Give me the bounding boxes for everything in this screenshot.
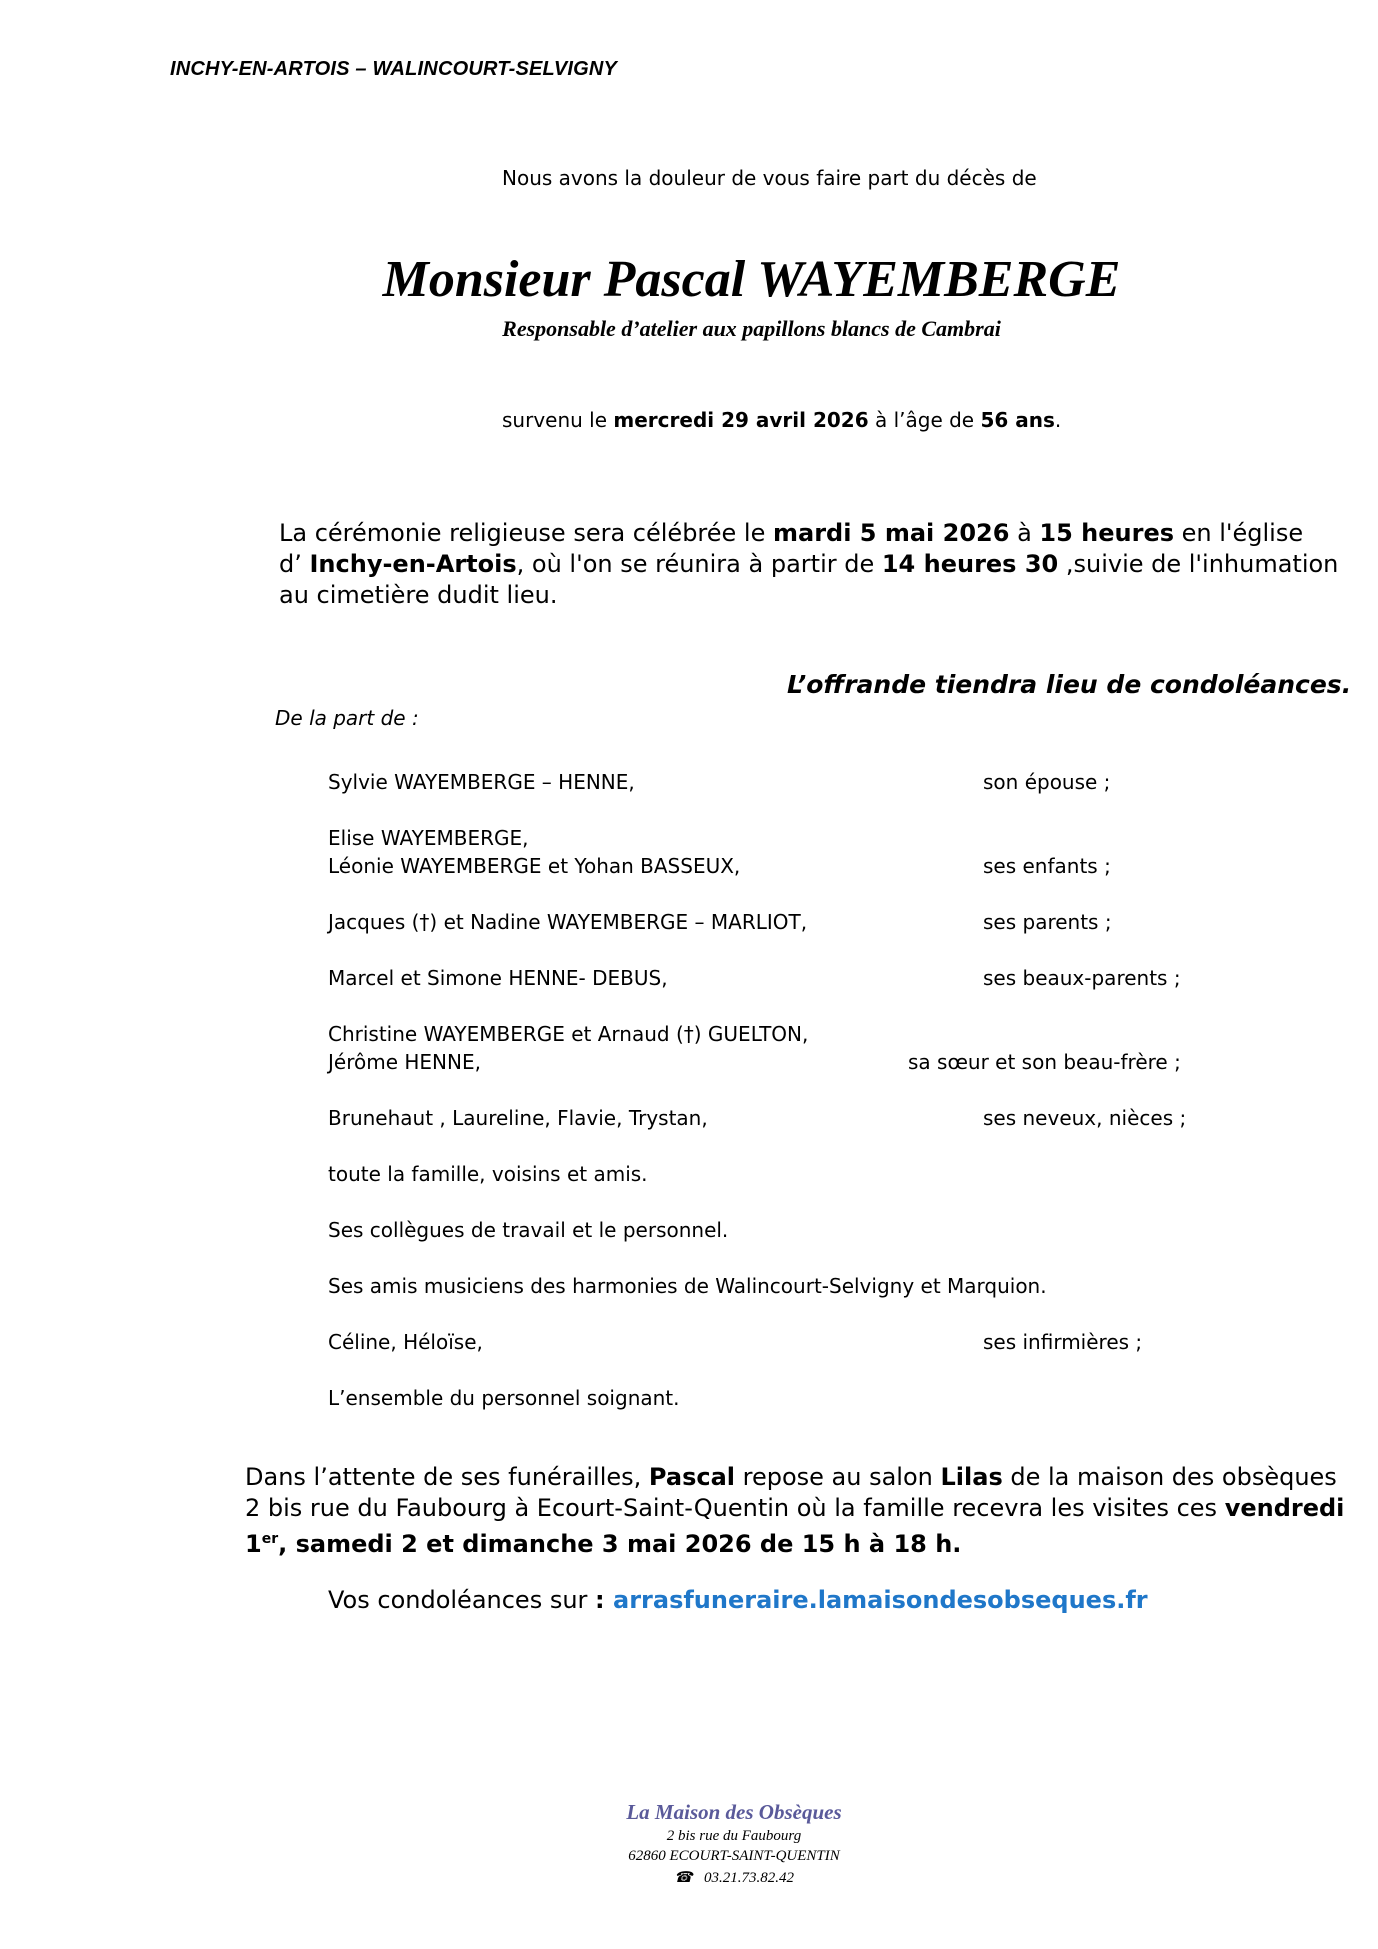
footer-phone: ☎ 03.21.73.82.42 (674, 1870, 794, 1886)
family-member-line: Ses collègues de travail et le personnel. (328, 1218, 729, 1242)
family-member-names (328, 1020, 808, 1076)
family-member-names (328, 1216, 728, 1244)
family-relation: ses enfants ; (983, 854, 1111, 878)
family-member-line: Marcel et Simone HENNE- DEBUS, (328, 966, 668, 990)
family-member-line: Céline, Héloïse, (328, 1330, 483, 1354)
family-member-names (328, 1384, 680, 1412)
condolences-link[interactable]: arrasfuneraire.lamaisondesobseques.fr (613, 1586, 1148, 1614)
family-member-names (328, 908, 807, 936)
deceased-job: Responsable d’atelier aux papillons blancs de Cambrai (502, 316, 1001, 341)
family-member-line: Brunehaut , Laureline, Flavie, Trystan, (328, 1106, 708, 1130)
family-member-names (328, 964, 668, 992)
family-relation: son épouse ; (983, 770, 1111, 794)
family-member-names (328, 768, 635, 796)
deceased-name: Monsieur Pascal WAYEMBERGE (382, 251, 1121, 308)
death-date: mercredi 29 avril 2026 (613, 408, 869, 432)
family-relation: ses parents ; (983, 910, 1112, 934)
family-member-names (328, 824, 740, 880)
death-age: 56 ans (980, 408, 1055, 432)
family-relation: ses beaux-parents ; (983, 966, 1181, 990)
family-relation: sa sœur et son beau-frère ; (908, 1050, 1181, 1074)
family-member-line: Ses amis musiciens des harmonies de Walincourt-Selvigny et Marquion. (328, 1274, 1047, 1298)
ceremony-text: La cérémonie religieuse sera célébrée le mardi 5 mai 2026 à 15 heures en l'église d’ Inchy-en-Artois, où l'on se réunira à partir de 14 heures 30 ,suivie de l'inhumation au cimetière dudit lieu. (279, 519, 1339, 609)
family-member-line: Christine WAYEMBERGE et Arnaud (†) GUELTON, (328, 1022, 809, 1046)
family-member-line: Sylvie WAYEMBERGE – HENNE, (328, 770, 635, 794)
family-member-line: Léonie WAYEMBERGE et Yohan BASSEUX, (328, 854, 741, 878)
family-member-line: toute la famille, voisins et amis. (328, 1162, 648, 1186)
visitation-text: Dans l’attente de ses funérailles, Pascal repose au salon Lilas de la maison des obsèques 2 bis rue du Faubourg à Ecourt-Saint-Quentin où la famille recevra les visites ces vendredi 1er, samedi 2 et dimanche 3 mai 2026 de 15 h à 18 h. (245, 1463, 1345, 1558)
family-member-line: Jérôme HENNE, (328, 1050, 481, 1074)
de-la-part-label: De la part de : (275, 706, 419, 730)
family-relation: ses neveux, nièces ; (983, 1106, 1187, 1130)
intro-text: Nous avons la douleur de vous faire part du décès de (502, 166, 1037, 190)
family-relation: ses infirmières ; (983, 1330, 1143, 1354)
death-notice: survenu le mercredi 29 avril 2026 à l’âge de 56 ans. (502, 408, 1062, 432)
family-member-names (328, 1104, 708, 1132)
family-member-names (328, 1272, 1047, 1300)
footer-company-name: La Maison des Obsèques (626, 1800, 842, 1824)
family-member-names (328, 1160, 648, 1188)
family-member-line: Elise WAYEMBERGE, (328, 826, 529, 850)
condolences-line: Vos condoléances sur : arrasfuneraire.lamaisondesobseques.fr (328, 1586, 1148, 1614)
footer-address: 2 bis rue du Faubourg (666, 1828, 802, 1844)
offrande-note: L’offrande tiendra lieu de condoléances. (787, 670, 1352, 699)
family-member-line: L’ensemble du personnel soignant. (328, 1386, 680, 1410)
footer-city: 62860 ECOURT-SAINT-QUENTIN (628, 1848, 840, 1864)
family-member-names (328, 1328, 483, 1356)
phone-icon: ☎ (674, 1870, 693, 1886)
header-locations: INCHY-EN-ARTOIS – WALINCOURT-SELVIGNY (170, 58, 618, 80)
family-member-line: Jacques (†) et Nadine WAYEMBERGE – MARLIOT, (328, 910, 808, 934)
